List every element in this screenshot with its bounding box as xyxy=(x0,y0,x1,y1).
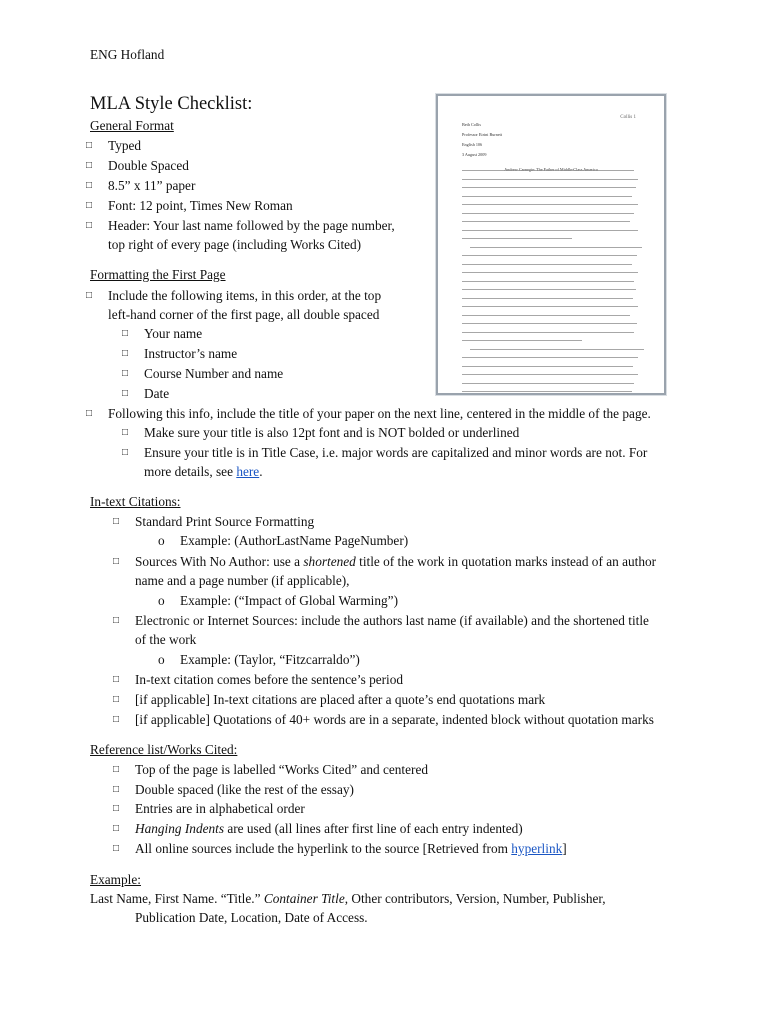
thumbnail-text-line xyxy=(462,264,632,265)
emphasis-text: shortened xyxy=(303,554,356,569)
list-item: In-text citation comes before the sentence’s period xyxy=(135,672,404,687)
checkbox-bullet[interactable]: □ xyxy=(113,843,120,854)
thumbnail-text-line xyxy=(462,221,630,222)
thumbnail-text-line xyxy=(462,204,638,205)
list-item: Typed xyxy=(108,138,142,153)
text-fragment: Sources With No Author: use a xyxy=(135,554,304,569)
thumbnail-text-line xyxy=(462,196,632,197)
example-item: Example: (“Impact of Global Warming”) xyxy=(180,593,399,608)
text-fragment: title of the work in quotation marks instead of an author xyxy=(355,554,657,569)
thumbnail-header-line: English 106 xyxy=(462,142,483,147)
example-heading: Example: xyxy=(90,872,141,887)
thumbnail-text-line xyxy=(462,383,634,384)
checkbox-bullet[interactable]: □ xyxy=(122,447,129,458)
checkbox-bullet[interactable]: □ xyxy=(86,290,93,301)
list-item: Top of the page is labelled “Works Cited” and centered xyxy=(135,762,429,777)
checkbox-bullet[interactable]: □ xyxy=(113,556,120,567)
example-citation-continuation: Publication Date, Location, Date of Access. xyxy=(135,910,368,925)
list-item: Double spaced (like the rest of the essay) xyxy=(135,782,354,797)
details-link[interactable]: here xyxy=(236,464,260,479)
thumbnail-text-line xyxy=(462,391,632,392)
emphasis-text: Container Title xyxy=(263,891,345,906)
list-item: Include the following items, in this order, at the top xyxy=(108,288,382,303)
checkbox-bullet[interactable]: □ xyxy=(86,408,93,419)
checkbox-bullet[interactable]: □ xyxy=(113,784,120,795)
thumbnail-text-line xyxy=(462,306,638,307)
sub-list-item-continuation xyxy=(144,462,263,482)
circle-bullet: o xyxy=(158,652,165,667)
thumbnail-text-line xyxy=(462,374,638,375)
thumbnail-header-line: Professor Eirini Burnett xyxy=(462,132,503,137)
list-item: Electronic or Internet Sources: include the authors last name (if available) and the shortened title xyxy=(135,613,649,628)
list-item: Font: 12 point, Times New Roman xyxy=(108,198,293,213)
thumbnail-text-line xyxy=(462,238,572,239)
sub-list-item: Your name xyxy=(144,326,203,341)
checkbox-bullet[interactable]: □ xyxy=(122,368,129,379)
hyperlink-link[interactable]: hyperlink xyxy=(511,841,563,856)
thumbnail-text-line xyxy=(462,187,636,188)
sub-list-item: Date xyxy=(144,386,170,401)
text-fragment: ] xyxy=(562,841,567,856)
list-item: [if applicable] Quotations of 40+ words are in a separate, indented block without quotation marks xyxy=(135,712,654,727)
thumbnail-text-line xyxy=(462,170,634,171)
checkbox-bullet[interactable]: □ xyxy=(113,674,120,685)
list-item: Standard Print Source Formatting xyxy=(135,514,315,529)
thumbnail-text-line xyxy=(462,366,633,367)
list-item-continuation: name and a page number (if applicable), xyxy=(135,573,350,588)
thumbnail-text-line xyxy=(462,230,638,231)
thumbnail-text-line xyxy=(470,247,642,248)
sample-paper-thumbnail xyxy=(436,94,666,395)
checkbox-bullet[interactable]: □ xyxy=(86,200,93,211)
page-title: MLA Style Checklist: xyxy=(90,94,253,114)
course-header: ENG Hofland xyxy=(90,47,165,62)
text-fragment: are used (all lines after first line of each entry indented) xyxy=(224,821,523,836)
thumbnail-page-number: Collis 1 xyxy=(620,115,636,120)
checkbox-bullet[interactable]: □ xyxy=(122,388,129,399)
checkbox-bullet[interactable]: □ xyxy=(113,823,120,834)
list-item xyxy=(135,552,656,572)
circle-bullet: o xyxy=(158,593,165,608)
list-item: Following this info, include the title of your paper on the next line, centered in the middle of the page. xyxy=(108,406,651,421)
checkbox-bullet[interactable]: □ xyxy=(113,694,120,705)
thumbnail-text-line xyxy=(462,289,636,290)
list-item xyxy=(135,819,523,839)
emphasis-text: Hanging Indents xyxy=(135,821,225,836)
checkbox-bullet[interactable]: □ xyxy=(122,427,129,438)
checkbox-bullet[interactable]: □ xyxy=(122,328,129,339)
list-item: Header: Your last name followed by the page number, xyxy=(108,218,395,233)
text-fragment: . xyxy=(259,464,263,479)
checkbox-bullet[interactable]: □ xyxy=(122,348,129,359)
example-item: Example: (AuthorLastName PageNumber) xyxy=(180,533,409,548)
sub-list-item: Course Number and name xyxy=(144,366,284,381)
thumbnail-text-line xyxy=(462,315,630,316)
list-item-continuation: top right of every page (including Works Cited) xyxy=(108,237,362,252)
list-item: 8.5” x 11” paper xyxy=(108,178,196,193)
checkbox-bullet[interactable]: □ xyxy=(86,220,93,231)
list-item: Double Spaced xyxy=(108,158,189,173)
thumbnail-text-line xyxy=(462,332,634,333)
thumbnail-text-line xyxy=(462,213,634,214)
first-page-heading: Formatting the First Page xyxy=(90,267,226,282)
in-text-citations-heading: In-text Citations: xyxy=(90,494,181,509)
example-item: Example: (Taylor, “Fitzcarraldo”) xyxy=(180,652,360,667)
checkbox-bullet[interactable]: □ xyxy=(86,140,93,151)
list-item-continuation: of the work xyxy=(135,632,197,647)
list-item: Entries are in alphabetical order xyxy=(135,801,305,816)
thumbnail-header-line: 3 August 2009 xyxy=(462,152,487,157)
sub-list-item: Instructor’s name xyxy=(144,346,238,361)
text-fragment: Last Name, First Name. “Title.” xyxy=(90,891,264,906)
text-fragment: All online sources include the hyperlink to the source [Retrieved from xyxy=(135,841,512,856)
general-format-heading: General Format xyxy=(90,118,174,133)
thumbnail-text-line xyxy=(462,281,634,282)
checkbox-bullet[interactable]: □ xyxy=(113,714,120,725)
thumbnail-text-line xyxy=(462,340,582,341)
thumbnail-text-line xyxy=(462,255,637,256)
checkbox-bullet[interactable]: □ xyxy=(86,160,93,171)
checkbox-bullet[interactable]: □ xyxy=(113,764,120,775)
thumbnail-text-line xyxy=(462,357,638,358)
sub-list-item: Make sure your title is also 12pt font and is NOT bolded or underlined xyxy=(144,425,520,440)
circle-bullet: o xyxy=(158,533,165,548)
thumbnail-text-line xyxy=(462,323,637,324)
thumbnail-text-line xyxy=(470,349,644,350)
text-fragment: , Other contributors, Version, Number, Publisher, xyxy=(344,891,606,906)
list-item: [if applicable] In-text citations are placed after a quote’s end quotations mark xyxy=(135,692,546,707)
text-fragment: more details, see xyxy=(144,464,237,479)
checkbox-bullet[interactable]: □ xyxy=(86,180,93,191)
works-cited-heading: Reference list/Works Cited: xyxy=(90,742,238,757)
checkbox-bullet[interactable]: □ xyxy=(113,615,120,626)
checkbox-bullet[interactable]: □ xyxy=(113,516,120,527)
list-item-continuation: left-hand corner of the first page, all double spaced xyxy=(108,307,380,322)
thumbnail-text-line xyxy=(462,298,633,299)
checkbox-bullet[interactable]: □ xyxy=(113,803,120,814)
example-citation-line xyxy=(90,889,606,909)
list-item xyxy=(135,839,567,859)
sub-list-item: Ensure your title is in Title Case, i.e. major words are capitalized and minor words are not. For xyxy=(144,445,648,460)
thumbnail-text-line xyxy=(462,179,638,180)
thumbnail-header-line: Beth Collis xyxy=(462,122,481,127)
thumbnail-text-line xyxy=(462,272,638,273)
